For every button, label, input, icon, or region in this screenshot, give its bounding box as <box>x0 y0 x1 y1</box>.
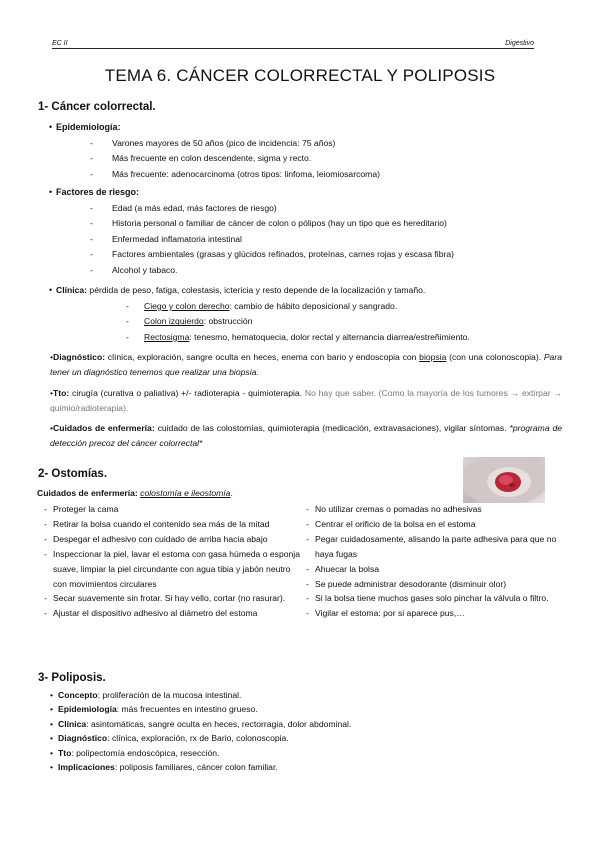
item-text: : polipectomía endoscópica, resección. <box>71 747 220 758</box>
list-item <box>50 746 560 760</box>
item-text: : poliposis familiares, cáncer colon familiar. <box>114 762 278 773</box>
list-item: - No utilizar cremas o pomadas no adhesivas <box>306 502 564 517</box>
item-label: Concepto <box>58 690 98 700</box>
stoma-photo <box>463 457 545 503</box>
list-item: - Enfermedad inflamatoria intestinal <box>90 232 454 247</box>
cuidados-label: Cuidados de enfermería: <box>53 423 155 433</box>
clinica-desc: : tenesmo, hematoquecia, dolor rectal y alternancia diarrea/estreñimiento. <box>189 331 470 342</box>
item-label: Clínica <box>58 718 87 729</box>
list-item: - Despegar el adhesivo con cuidado de arriba hacia abajo <box>44 532 302 547</box>
tto-label: Tto: <box>53 388 70 398</box>
list-item <box>126 299 470 314</box>
list-item: - Centrar el orificio de la bolsa en el estoma <box>306 517 564 532</box>
item-text: : más frecuentes en intestino grueso. <box>116 704 258 715</box>
ostomias-cuidados-line <box>37 487 233 500</box>
list-item: - Edad (a más edad, más factores de riesgo) <box>90 201 454 216</box>
list-item: - Proteger la cama <box>44 502 302 517</box>
list-item: - Alcohol y tabaco. <box>90 263 454 278</box>
item-label: Implicaciones <box>58 762 115 773</box>
clinica-desc: : obstrucción <box>203 316 253 327</box>
clinica-desc: : cambio de hábito deposicional y sangrado. <box>229 301 398 311</box>
list-item: - Vigilar el estoma: por si aparece pus,… <box>306 606 564 621</box>
clinica-label: Clínica: <box>56 285 88 295</box>
ostomias-cuidados-label: Cuidados de enfermería: <box>37 488 141 498</box>
list-item: - Inspeccionar la piel, lavar el estoma con gasa húmeda o esponja suave, limpiar la piel circundante con agua tibia y jabón neutro con movimientos circulares <box>44 547 302 592</box>
list-item: - Se puede administrar desodorante (disminuir olor) <box>306 577 564 592</box>
cuidados-italic: *programa de detección precoz del cáncer colorrectal* <box>50 423 563 449</box>
factores-riesgo-label: Factores de riesgo: <box>56 187 140 197</box>
epidemiologia-label: Epidemiología: <box>56 122 121 132</box>
list-item: - Factores ambientales (grasas y glúcidos refinados, proteínas, carnes rojas y escasa fibra) <box>90 247 454 262</box>
tto-text: cirugía (curativa o paliativa) +/- radioterapia - quimioterapia. <box>69 388 303 398</box>
ostomias-right-list <box>306 502 564 621</box>
section-1-heading: 1- Cáncer colorrectal. <box>38 101 156 113</box>
item-label: Tto <box>58 747 72 758</box>
ostomias-types: colostomía e ileostomía <box>140 488 231 498</box>
cuidados-text: cuidado de las colostomías, quimioterapia (medicación, extravasaciones), vigilar síntomas. <box>154 423 510 433</box>
epidemiologia-list <box>90 136 380 182</box>
list-item <box>50 717 560 731</box>
list-item: - Si la bolsa tiene muchos gases solo pinchar la válvula o filtro. <box>306 591 564 606</box>
list-item: - Varones mayores de 50 años (pico de incidencia: 75 años) <box>90 136 380 151</box>
diagnostico-text-2: (con una colonoscopia). <box>446 352 544 362</box>
item-text: : proliferación de la mucosa intestinal. <box>97 690 242 700</box>
ostomias-left-list <box>44 502 302 621</box>
cuidados-paragraph: •Cuidados de enfermería: cuidado de las colostomías, quimioterapia (medicación, extravasaciones), vigilar síntomas. *programa de detección precoz del cáncer colorrectal* <box>50 423 563 449</box>
list-item: - Más frecuente en colon descendente, sigma y recto. <box>90 151 380 166</box>
poliposis-list <box>50 688 560 774</box>
diagnostico-label: Diagnóstico: <box>53 352 106 362</box>
list-item <box>126 330 470 345</box>
list-item: - Pegar cuidadosamente, alisando la parte adhesiva para que no haya fugas <box>306 532 564 562</box>
list-item <box>50 688 560 702</box>
list-item: - Secar suavemente sin frotar. Si hay vello, cortar (no rasurar). <box>44 591 302 606</box>
ostomias-period: . <box>230 488 233 498</box>
epidemiologia-bullet <box>50 121 121 134</box>
list-item <box>50 760 560 774</box>
item-label: Diagnóstico <box>58 733 108 744</box>
factores-riesgo-list <box>90 201 454 278</box>
list-item: - Historia personal o familiar de cáncer de colon o pólipos (hay un tipo que es hereditario) <box>90 216 454 231</box>
item-text: : asintomáticas, sangre oculta en heces, rectorragia, dolor abdominal. <box>86 718 352 729</box>
section-3-heading: 3- Poliposis. <box>38 672 106 684</box>
list-item: - Ajustar el dispositivo adhesivo al diámetro del estoma <box>44 606 302 621</box>
list-item: - Ahuecar la bolsa <box>306 562 564 577</box>
factores-riesgo-bullet <box>50 186 139 199</box>
clinica-loc: Colon izquierdo <box>144 316 204 327</box>
diagnostico-text-1: clínica, exploración, sangre oculta en heces, enema con bario y endoscopia con <box>105 352 420 362</box>
clinica-loc: Rectosigma <box>144 331 190 342</box>
clinica-loc: Ciego y colon derecho <box>144 301 230 311</box>
item-text: : clínica, exploración, rx de Bario, colonoscopia. <box>107 733 289 744</box>
diagnostico-paragraph: •Diagnóstico: clínica, exploración, sangre oculta en heces, enema con bario y endoscopia con biopsia (con una colonoscopia). Para tener un diagnóstico tenemos que realizar una biopsia. <box>50 352 562 378</box>
list-item <box>50 702 560 716</box>
page-header <box>52 38 534 49</box>
list-item: - Retirar la bolsa cuando el contenido sea más de la mitad <box>44 517 302 532</box>
list-item <box>50 731 560 745</box>
diagnostico-italic: Para tener un diagnóstico tenemos que realizar una biopsia. <box>50 352 562 378</box>
clinica-bullet <box>50 284 425 297</box>
header-course: EC II <box>52 40 68 47</box>
tto-gray-note: No hay que saber. (Como la mayoría de los tumores → extirpar → quimio/radioterapia). <box>50 388 562 414</box>
list-item <box>126 314 470 329</box>
header-subject: Digestivo <box>505 40 534 47</box>
diagnostico-biopsia: biopsia <box>419 352 447 362</box>
page-title: TEMA 6. CÁNCER COLORRECTAL Y POLIPOSIS <box>104 66 496 85</box>
section-2-heading: 2- Ostomías. <box>38 468 108 480</box>
list-item: - Más frecuente: adenocarcinoma (otros tipos: linfoma, leiomiosarcoma) <box>90 167 380 182</box>
clinica-text: pérdida de peso, fatiga, colestasis, ictericia y resto depende de la localización y tamaño. <box>87 285 426 295</box>
item-label: Epidemiología <box>58 704 117 715</box>
tto-paragraph: •Tto: cirugía (curativa o paliativa) +/- radioterapia - quimioterapia. No hay que saber. (Como la mayoría de los tumores → extirpar → quimio/radioterapia). <box>50 388 562 414</box>
stoma-image <box>463 457 545 503</box>
clinica-list <box>126 299 470 345</box>
